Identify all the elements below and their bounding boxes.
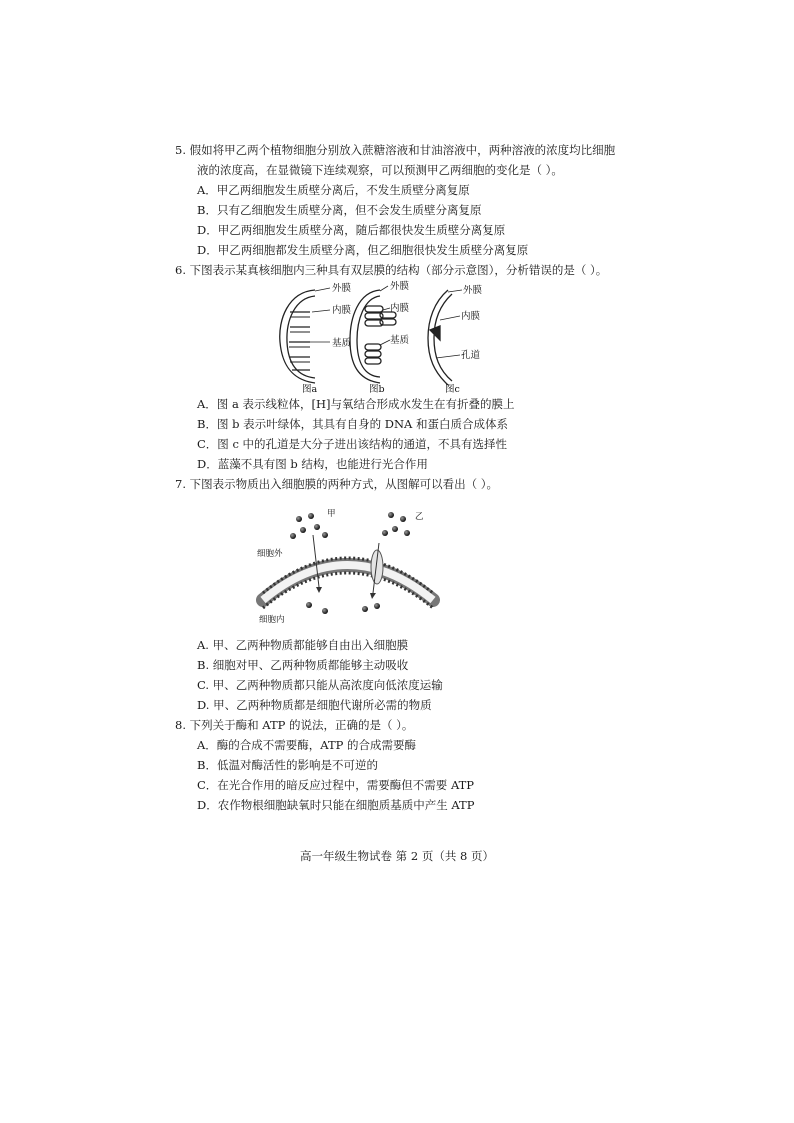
- q6-option-d: D．蓝藻不具有图 b 结构，也能进行光合作用: [197, 457, 428, 471]
- q5-option-d: D．甲乙两细胞都发生质壁分离，但乙细胞很快发生质壁分离复原: [197, 243, 529, 257]
- substance-yi-label: 乙: [415, 512, 424, 522]
- fig-a-outer-label: 外膜: [332, 283, 352, 294]
- fig-a-outer-membrane: [280, 290, 315, 383]
- fig-b-outer-label: 外膜: [390, 281, 410, 292]
- q8-option-d: D．农作物根细胞缺氧时只能在细胞质基质中产生 ATP: [197, 798, 475, 812]
- q6-option-a: A．图 a 表示线粒体，[H]与氧结合形成水发生在有折叠的膜上: [197, 397, 515, 411]
- q5-option-b: B．只有乙细胞发生质壁分离，但不会发生质壁分离复原: [197, 203, 482, 217]
- outside-cell-label: 细胞外: [257, 549, 283, 559]
- fig-a-caption: 图a: [302, 384, 318, 395]
- fig-b-caption: 图b: [369, 384, 385, 395]
- q8-option-c: C．在光合作用的暗反应过程中，需要酶但不需要 ATP: [197, 778, 475, 792]
- organelle-figure: [270, 280, 490, 395]
- fig-c-pore-label: 孔道: [461, 350, 481, 361]
- q6-stem: 6. 下图表示某真核细胞内三种具有双层膜的结构（部分示意图），分析错误的是（ ）。: [175, 263, 608, 277]
- q5-option-c: D．甲乙两细胞发生质壁分离，随后都很快发生质壁分离复原: [197, 223, 506, 237]
- q6-option-c: C．图 c 中的孔道是大分子进出该结构的通道，不具有选择性: [197, 437, 508, 451]
- q7-option-a: A. 甲、乙两种物质都能够自由出入细胞膜: [197, 638, 409, 652]
- q5-option-a: A．甲乙两细胞发生质壁分离后，不发生质壁分离复原: [197, 183, 470, 197]
- fig-b-inner-label: 内膜: [390, 303, 410, 314]
- q8-option-b: B．低温对酶活性的影响是不可逆的: [197, 758, 378, 772]
- membrane-transport-figure: [255, 505, 440, 625]
- q8-option-a: A．酶的合成不需要酶，ATP 的合成需要酶: [197, 738, 417, 752]
- fig-a-inner-label: 内膜: [332, 305, 352, 316]
- fig-c-inner-label: 内膜: [461, 311, 481, 322]
- q6-option-b: B．图 b 表示叶绿体，其具有自身的 DNA 和蛋白质合成体系: [197, 417, 509, 431]
- q5-stem-line1: 5. 假如将甲乙两个植物细胞分别放入蔗糖溶液和甘油溶液中，两种溶液的浓度均比细胞: [175, 143, 616, 157]
- page-footer: 高一年级生物试卷 第 2 页（共 8 页）: [300, 849, 494, 863]
- q5-stem-line2: 液的浓度高，在显微镜下连续观察，可以预测甲乙两细胞的变化是（ ）。: [197, 163, 563, 177]
- fig-a-matrix-label: 基质: [332, 338, 352, 349]
- q7-option-d: D. 甲、乙两种物质都是细胞代谢所必需的物质: [197, 698, 432, 712]
- fig-c-caption: 图c: [445, 384, 460, 395]
- q7-option-c: C. 甲、乙两种物质都只能从高浓度向低浓度运输: [197, 678, 443, 692]
- q8-stem: 8. 下列关于酶和 ATP 的说法，正确的是（ ）。: [175, 718, 414, 732]
- substance-jia-label: 甲: [327, 509, 336, 519]
- q7-stem: 7. 下图表示物质出入细胞膜的两种方式，从图解可以看出（ ）。: [175, 477, 499, 491]
- fig-c-outer-label: 外膜: [463, 285, 483, 296]
- inside-cell-label: 细胞内: [259, 615, 285, 625]
- fig-b-matrix-label: 基质: [390, 335, 410, 346]
- q7-option-b: B. 细胞对甲、乙两种物质都能够主动吸收: [197, 658, 409, 672]
